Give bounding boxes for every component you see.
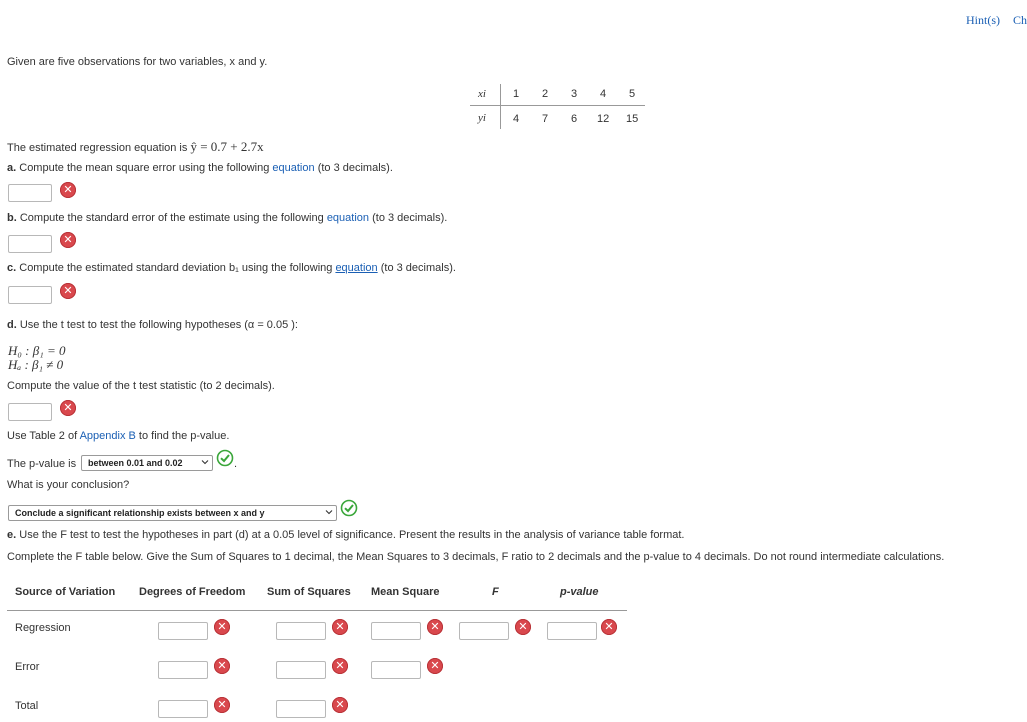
- correct-check-icon: [216, 449, 234, 467]
- part-d-text: Use the t test to test the following hypotheses (α = 0.05 ):: [19, 319, 298, 331]
- correct-check-icon: [340, 499, 358, 517]
- incorrect-icon: ✕: [214, 619, 230, 635]
- error-df-input[interactable]: [158, 661, 208, 679]
- incorrect-icon: ✕: [214, 697, 230, 713]
- x-value-cell: 5: [629, 88, 636, 100]
- x-value-cell: 2: [542, 88, 549, 100]
- part-b-suffix: (to 3 decimals).: [372, 212, 448, 224]
- pvalue-selected: between 0.01 and 0.02: [88, 458, 183, 468]
- part-a-label: a.: [7, 162, 17, 174]
- pvalue-prefix: The p-value is: [7, 458, 77, 470]
- y-value-cell: 4: [513, 113, 520, 125]
- anova-instructions: Complete the F table below. Give the Sum of Squares to 1 decimal, the Mean Squares to 3 decimals, F ratio to 2 decimals and the p-value to 4 decimals. Do not round intermediate calculations.: [7, 551, 945, 563]
- part-d-label: d.: [7, 319, 17, 331]
- regression-ss-input[interactable]: [276, 622, 326, 640]
- part-e-label: e.: [7, 529, 17, 541]
- row-error-label: Error: [15, 661, 40, 673]
- conclusion-question: What is your conclusion?: [7, 479, 130, 491]
- conclusion-dropdown[interactable]: [8, 505, 337, 521]
- header-f: F: [492, 586, 499, 598]
- total-df-input[interactable]: [158, 700, 208, 718]
- chevron-down-icon: [201, 458, 209, 466]
- part-b-equation-link[interactable]: equation: [326, 212, 370, 224]
- header-ss: Sum of Squares: [267, 586, 351, 598]
- incorrect-icon: ✕: [332, 619, 348, 635]
- y-value-cell: 7: [542, 113, 549, 125]
- row-regression-label: Regression: [15, 622, 71, 634]
- error-ss-input[interactable]: [276, 661, 326, 679]
- y-value-cell: 15: [626, 113, 639, 125]
- chevron-down-icon: [325, 508, 333, 516]
- x-value-cell: 4: [600, 88, 607, 100]
- incorrect-icon: ✕: [332, 658, 348, 674]
- x-row-label: xi: [478, 88, 486, 100]
- incorrect-icon: ✕: [515, 619, 531, 635]
- part-c-text: Compute the estimated standard deviation b₁ using the following: [19, 262, 333, 274]
- incorrect-icon: ✕: [332, 697, 348, 713]
- incorrect-icon: ✕: [427, 619, 443, 635]
- null-hypothesis: H₀ : β₁ = 0: [8, 343, 66, 358]
- error-ms-input[interactable]: [371, 661, 421, 679]
- incorrect-icon: ✕: [214, 658, 230, 674]
- alternative-hypothesis: Hₐ : β₁ ≠ 0: [8, 357, 64, 372]
- regression-equation: ŷ = 0.7 + 2.7x: [190, 139, 264, 154]
- sb1-input[interactable]: [8, 286, 52, 304]
- t-stat-instruction: Compute the value of the t test statistic (to 2 decimals).: [7, 380, 275, 392]
- part-d-question: [7, 319, 298, 331]
- y-value-cell: 6: [571, 113, 578, 125]
- part-c-question: [7, 262, 456, 274]
- table-suffix: to find the p-value.: [138, 430, 230, 442]
- incorrect-icon: ✕: [427, 658, 443, 674]
- conclusion-selected: Conclude a significant relationship exists between x and y: [15, 508, 265, 518]
- table-reference: [7, 430, 229, 442]
- appendix-b-link[interactable]: Appendix B: [79, 430, 136, 442]
- incorrect-icon: ✕: [601, 619, 617, 635]
- part-a-text: Compute the mean square error using the following: [19, 162, 270, 174]
- part-e-question: [7, 529, 685, 541]
- part-b-question: [7, 212, 447, 224]
- header-source: Source of Variation: [15, 586, 116, 598]
- incorrect-icon: ✕: [60, 232, 76, 248]
- anova-table: [7, 580, 627, 722]
- total-ss-input[interactable]: [276, 700, 326, 718]
- standard-error-input[interactable]: [8, 235, 52, 253]
- part-e-text: Use the F test to test the hypotheses in part (d) at a 0.05 level of significance. Present the results in the analysis of variance table format.: [19, 529, 685, 541]
- header-pvalue: p-value: [560, 586, 599, 598]
- y-value-cell: 12: [597, 113, 610, 125]
- part-a-equation-link[interactable]: equation: [272, 162, 315, 174]
- check-my-work-link[interactable]: Ch: [1013, 13, 1027, 27]
- incorrect-icon: ✕: [60, 182, 76, 198]
- x-value-cell: 3: [571, 88, 578, 100]
- mse-input[interactable]: [8, 184, 52, 202]
- row-total-label: Total: [15, 700, 39, 712]
- t-stat-input[interactable]: [8, 403, 52, 421]
- pvalue-dropdown[interactable]: [81, 455, 213, 471]
- part-c-suffix: (to 3 decimals).: [380, 262, 456, 274]
- part-b-label: b.: [7, 212, 17, 224]
- part-c-label: c.: [7, 262, 17, 274]
- period: .: [234, 458, 238, 470]
- intro-text: Given are five observations for two variables, x and y.: [7, 56, 268, 68]
- y-row-label: yi: [478, 112, 486, 124]
- regression-ms-input[interactable]: [371, 622, 421, 640]
- header-ms: Mean Square: [371, 586, 440, 598]
- regression-df-input[interactable]: [158, 622, 208, 640]
- part-a-question: [7, 162, 393, 174]
- part-a-suffix: (to 3 decimals).: [317, 162, 393, 174]
- x-value-cell: 1: [513, 88, 520, 100]
- header-df: Degrees of Freedom: [139, 586, 246, 598]
- incorrect-icon: ✕: [60, 283, 76, 299]
- regression-statement: [7, 139, 264, 155]
- regression-prefix: The estimated regression equation is: [7, 142, 188, 154]
- part-b-text: Compute the standard error of the estimate using the following: [19, 212, 324, 224]
- hints-link[interactable]: Hint(s): [966, 13, 1000, 27]
- observation-table: [470, 84, 645, 129]
- part-c-equation-link[interactable]: equation: [335, 262, 378, 274]
- table-prefix: Use Table 2 of: [7, 430, 78, 442]
- pvalue-input[interactable]: [547, 622, 597, 640]
- f-ratio-input[interactable]: [459, 622, 509, 640]
- incorrect-icon: ✕: [60, 400, 76, 416]
